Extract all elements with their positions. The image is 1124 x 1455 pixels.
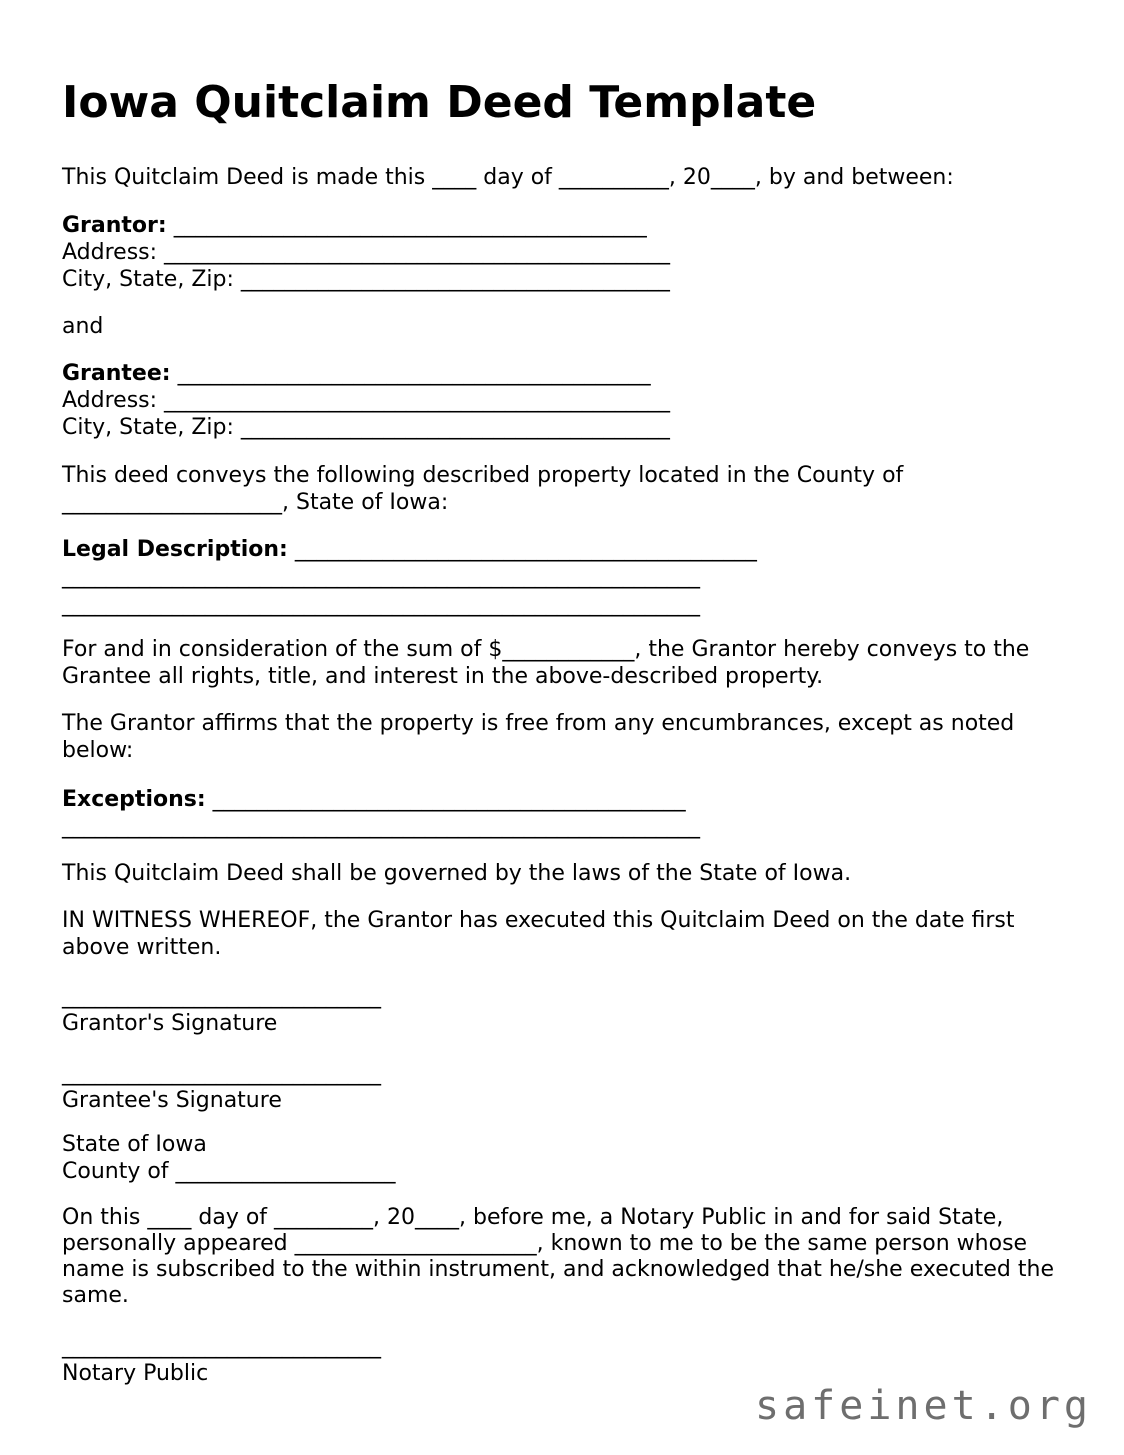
acknowledgment-line2: personally appeared ______________________, known to me to be the same person whose [62,1231,1028,1256]
grantor-signature-label: Grantor's Signature [62,1011,278,1036]
conjunction-text: and [62,314,104,339]
legal-description-label: Legal Description: [62,537,288,562]
affirmation-paragraph [62,710,1064,764]
grantor-address-line [62,239,1064,266]
legal-description-blank-line3: __________________________________________________________ [62,592,700,617]
venue-state-line: State of Iowa [62,1132,207,1157]
exceptions-line [62,786,1064,813]
legal-description-line [62,536,1064,563]
grantee-signature-label: Grantee's Signature [62,1088,282,1113]
grantee-address-blank: ______________________________________________ [157,388,671,413]
grantor-signature-line: _____________________________ [62,984,381,1009]
exceptions-blank: ___________________________________________ [205,787,686,812]
affirmation-line1: The Grantor affirms that the property is free from any encumbrances, except as noted [62,711,1015,736]
acknowledgment-line1: On this ____ day of _________, 20____, before me, a Notary Public in and for said State, [62,1205,1004,1230]
grantee-line [62,360,1064,387]
grantor-label: Grantor: [62,213,167,238]
grantor-signature-block [62,983,1064,1037]
legal-description-blank: __________________________________________ [287,537,757,562]
acknowledgment-line3: name is subscribed to the within instrument, and acknowledged that he/she executed the [62,1257,1054,1282]
venue-block [62,1131,1064,1185]
intro-paragraph: This Quitclaim Deed is made this ____ day of __________, 20____, by and between: [62,165,954,190]
grantor-block [62,212,1064,293]
exceptions-label: Exceptions: [62,787,206,812]
grantee-csz-blank: _______________________________________ [233,415,670,440]
grantee-csz-label: City, State, Zip: [62,415,234,440]
notary-signature-line: _____________________________ [62,1334,381,1359]
venue-county-line: County of ____________________ [62,1159,396,1184]
grantee-address-label: Address: [62,388,158,413]
grantee-signature-block [62,1060,1064,1114]
grantor-csz-blank: _______________________________________ [233,267,670,292]
grantee-signature-line: _____________________________ [62,1061,381,1086]
affirmation-line2: below: [62,738,134,763]
grantor-address-blank: ______________________________________________ [157,240,671,265]
notary-signature-label: Notary Public [62,1361,209,1386]
witness-line2: above written. [62,935,222,960]
exceptions-block [62,786,1064,841]
grantee-address-line [62,387,1064,414]
conveyance-line1: This deed conveys the following described property located in the County of [62,463,904,488]
exceptions-blank-line2: __________________________________________________________ [62,814,700,839]
grantor-blank: ___________________________________________ [166,213,647,238]
conveyance-line2: ____________________, State of Iowa: [62,490,449,515]
witness-line1: IN WITNESS WHEREOF, the Grantor has executed this Quitclaim Deed on the date first [62,908,1015,933]
grantor-address-label: Address: [62,240,158,265]
notary-signature-block [62,1333,1064,1387]
grantor-line [62,212,1064,239]
grantee-label: Grantee: [62,361,171,386]
conveyance-paragraph [62,462,1064,516]
watermark-text: safeinet.org [755,1383,1092,1429]
consideration-paragraph [62,636,1064,690]
acknowledgment-line4: same. [62,1283,129,1308]
governing-law-paragraph: This Quitclaim Deed shall be governed by the laws of the State of Iowa. [62,861,852,886]
legal-description-blank-line2: __________________________________________________________ [62,564,700,589]
grantee-blank: ___________________________________________ [170,361,651,386]
acknowledgment-paragraph [62,1205,1064,1309]
grantor-csz-line [62,266,1064,293]
legal-description-block [62,536,1064,619]
consideration-line1: For and in consideration of the sum of $____________, the Grantor hereby conveys to the [62,637,1030,662]
page-title: Iowa Quitclaim Deed Template [62,77,817,128]
grantee-block [62,360,1064,441]
grantee-csz-line [62,414,1064,441]
witness-paragraph [62,907,1064,961]
grantor-csz-label: City, State, Zip: [62,267,234,292]
consideration-line2: Grantee all rights, title, and interest in the above-described property. [62,664,824,689]
